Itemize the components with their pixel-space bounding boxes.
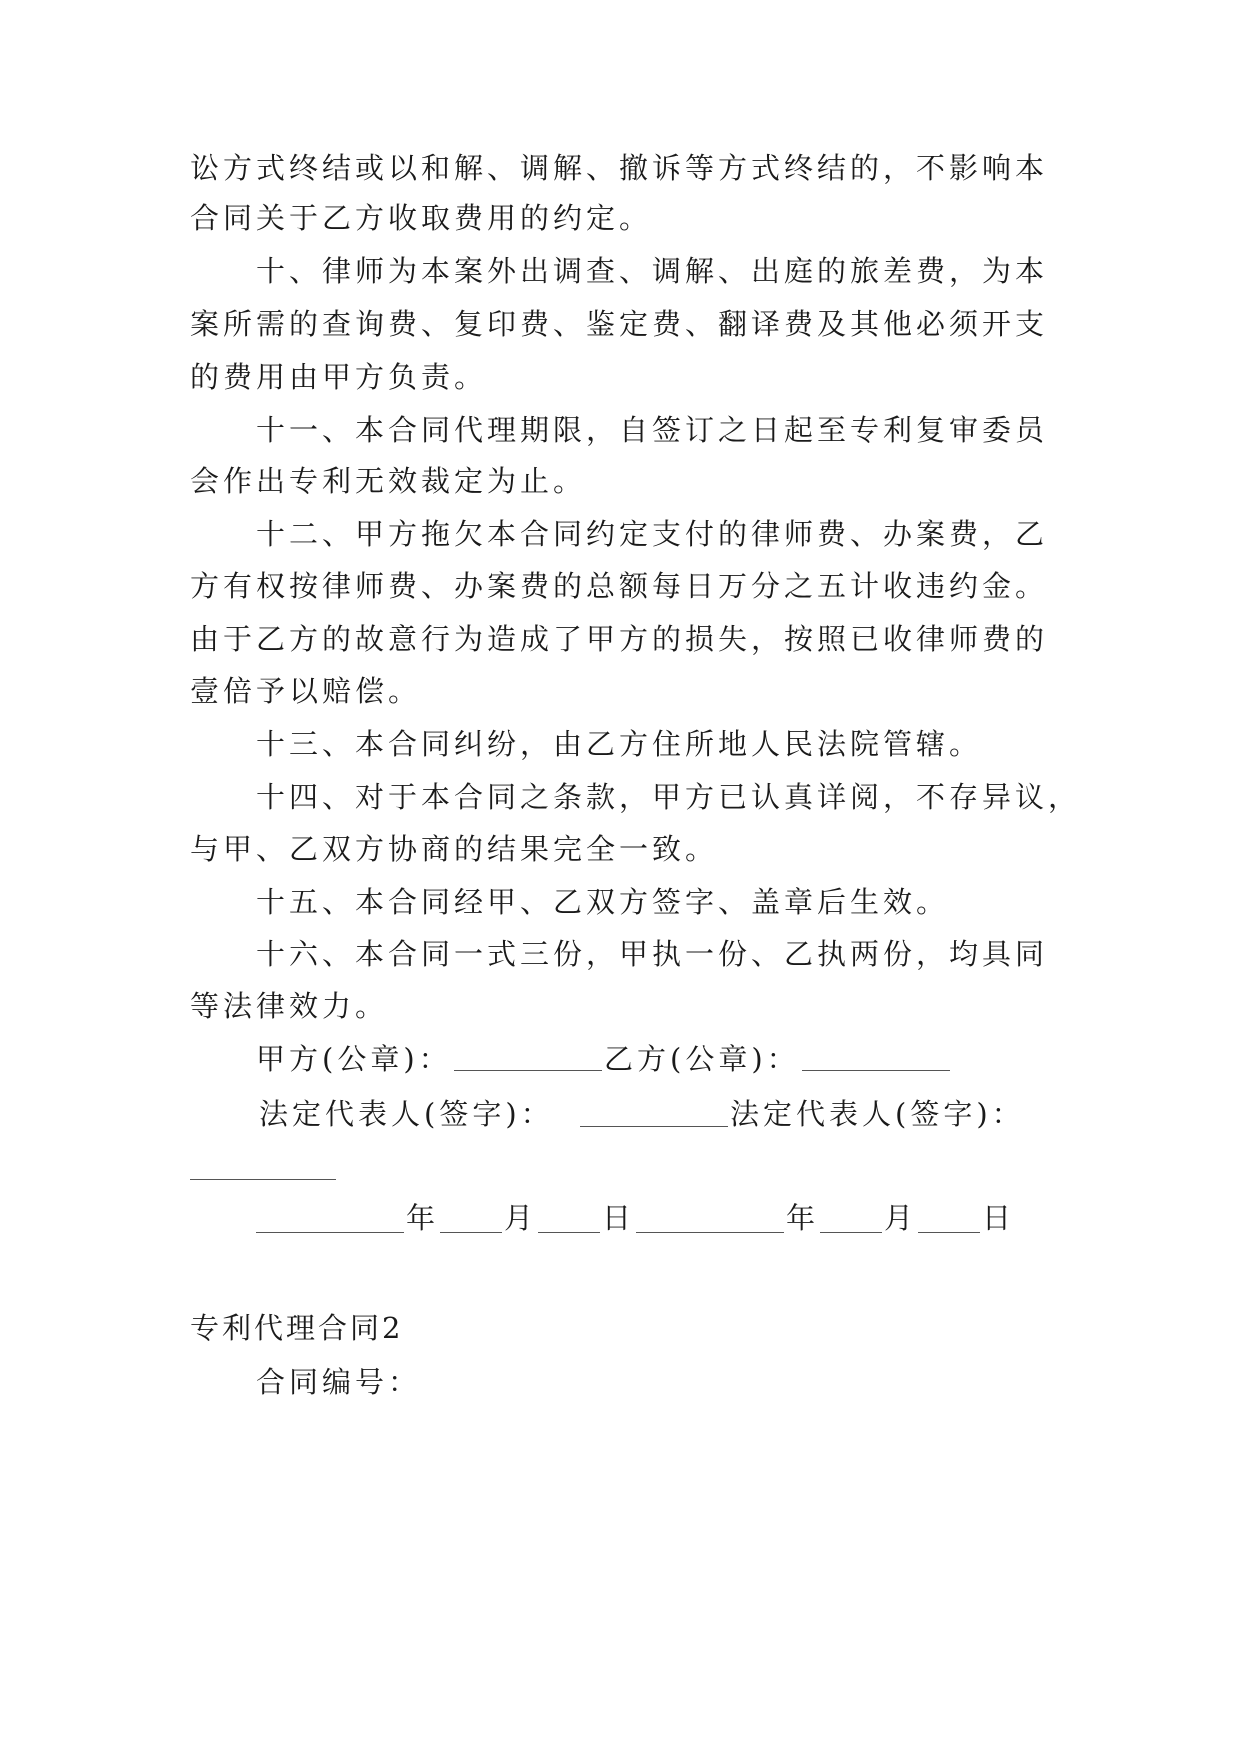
paragraph-line: 案所需的查询费、复印费、鉴定费、翻译费及其他必须开支 [190,307,1049,341]
date-b-month-label: 月 [884,1201,918,1235]
paragraph-line: 讼方式终结或以和解、调解、撤诉等方式终结的，不影响本 [190,151,1049,185]
date-a-year-label: 年 [406,1201,440,1235]
legal-rep-b-label: 法定代表人(签字)： [730,1097,1025,1131]
clause-10: 十、律师为本案外出调查、调解、出庭的旅差费，为本 [256,254,1049,288]
paragraph-line: 方有权按律师费、办案费的总额每日万分之五计收违约金。 [190,569,1049,603]
date-b-year-label: 年 [786,1201,820,1235]
clause-13: 十三、本合同纠纷，由乙方住所地人民法院管辖。 [256,727,983,761]
legal-rep-b-blank [190,1179,336,1180]
party-b-seal-blank [802,1070,950,1071]
clause-11: 十一、本合同代理期限，自签订之日起至专利复审委员 [256,413,1049,447]
legal-rep-a-label: 法定代表人(签字)： [259,1097,554,1131]
date-a-month-blank [440,1232,502,1233]
date-b-day-blank [918,1232,980,1233]
party-a-seal-blank [454,1070,602,1071]
paragraph-line: 等法律效力。 [190,989,389,1023]
paragraph-line: 会作出专利无效裁定为止。 [190,464,587,498]
date-a-year-blank [256,1232,404,1233]
date-a-day-blank [538,1232,600,1233]
date-b-year-blank [636,1232,784,1233]
paragraph-line: 的费用由甲方负责。 [190,360,488,394]
party-b-seal-label: 乙方(公章)： [604,1042,800,1076]
date-b-day-label: 日 [982,1201,1016,1235]
clause-15: 十五、本合同经甲、乙双方签字、盖章后生效。 [256,885,950,919]
date-a-month-label: 月 [504,1201,538,1235]
paragraph-line: 由于乙方的故意行为造成了甲方的损失，按照已收律师费的 [190,622,1049,656]
clause-16: 十六、本合同一式三份，甲执一份、乙执两份，均具同 [256,937,1049,971]
clause-14: 十四、对于本合同之条款，甲方已认真详阅，不存异议， [256,780,1082,814]
party-a-seal-label: 甲方(公章)： [256,1042,452,1076]
contract-number-label: 合同编号： [256,1365,422,1399]
date-b-month-blank [820,1232,882,1233]
paragraph-line: 壹倍予以赔偿。 [190,674,422,708]
paragraph-line: 合同关于乙方收取费用的约定。 [190,201,653,235]
legal-rep-a-blank [580,1126,728,1127]
paragraph-line: 与甲、乙双方协商的结果完全一致。 [190,832,719,866]
next-contract-title: 专利代理合同2 [190,1311,404,1345]
clause-12: 十二、甲方拖欠本合同约定支付的律师费、办案费，乙 [256,517,1049,551]
date-a-day-label: 日 [602,1201,636,1235]
